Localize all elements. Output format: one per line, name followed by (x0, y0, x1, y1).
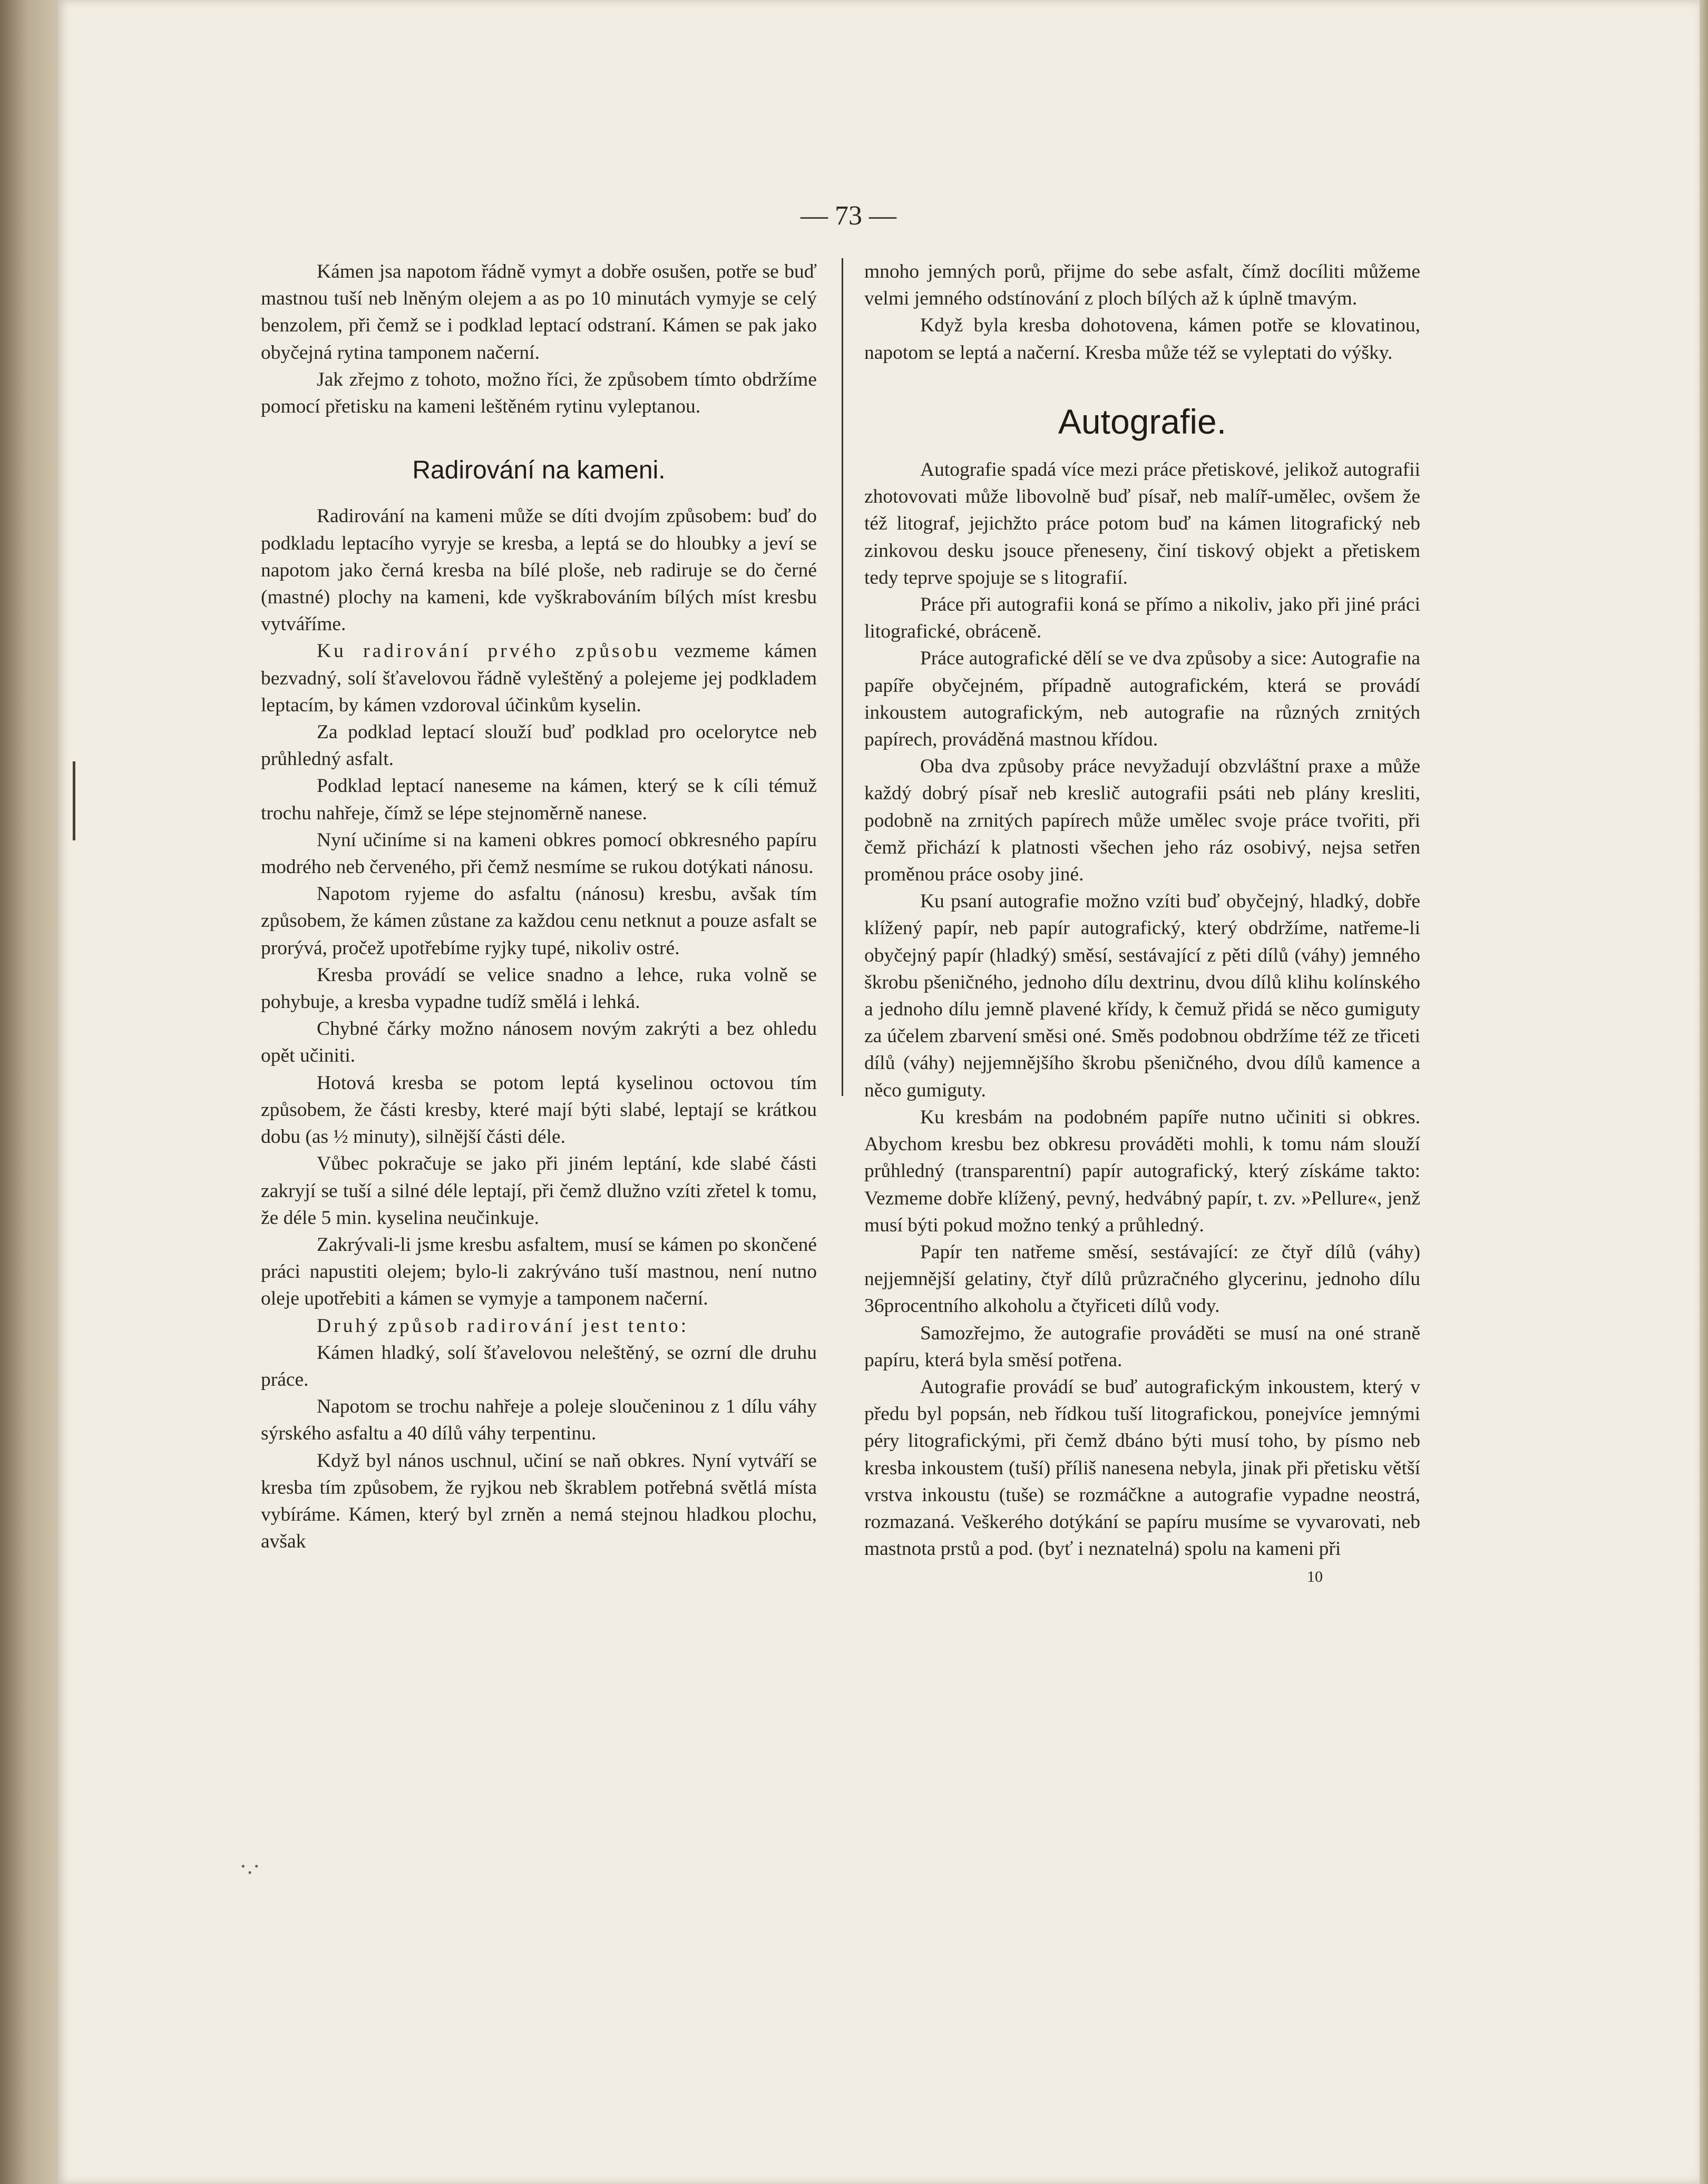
paragraph: Kámen jsa napotom řádně vymyt a dobře osušen, potře se buď mastnou tuší neb lněným olejem a as po 10 minutách vymyje se celý benzolem, při čemž se i podklad leptací odstraní. Kámen se pak jako obyčejná rytina tamponem načerní. (261, 261, 817, 364)
paragraph: Autografie spadá více mezi práce přetiskové, jelikož autografii zhotovovati může libovolně buď písař, neb malíř-umělec, ovšem že též litograf, jejichžto práce potom buď na kámen litografický neb zinkovou desku jsouce přeneseny, činí tiskový objekt a přetiskem tedy teprve spojuje se s litografií. (864, 459, 1420, 589)
signature-mark: 10 (1307, 1568, 1323, 1586)
paragraph: Když byl nános uschnul, učiní se naň obkres. Nyní vytváří se kresba tím způsobem, že ryjkou neb škrablem potřebná světlá místa vybíráme. Kámen, který byl zrněn a nemá stejnou hladkou plochu, avšak (261, 1450, 817, 1553)
paragraph (261, 638, 817, 719)
paragraph: Radirování na kameni může se díti dvojím způsobem: buď do podkladu leptacího vyryje se kresba, a leptá se do hloubky a jeví se napotom jako černá kresba na bílé ploše, neb radiruje se do černé (mastné) plochy na kameni, kde vyškrabováním bílých míst kresbu vytváříme. (261, 505, 817, 635)
paragraph: Napotom ryjeme do asfaltu (nánosu) kresbu, avšak tím způsobem, že kámen zůstane za každou cenu netknut a pouze asfalt se prorývá, pročež upotřebíme ryjky tupé, nikoliv ostré. (261, 883, 817, 959)
paragraph: Ku kresbám na podobném papíře nutno učiniti si obkres. Abychom kresbu bez obkresu prováděti mohli, k tomu nám slouží průhledný (transparentní) papír autografický, který získáme takto: Vezmeme dobře klížený, pevný, hedvábný papír, t. zv. »Pellure«, jenž musí býti pokud možno tenký a průhledný. (864, 1106, 1420, 1236)
spaced-phrase: Ku radirování prvého způsobu (317, 640, 660, 662)
page-number: — 73 — (801, 201, 896, 231)
paragraph: Kámen hladký, solí šťavelovou neleštěný, se ozrní dle druhu práce. (261, 1341, 817, 1390)
ink-specks: ·.· (240, 1855, 260, 1879)
right-column (864, 258, 1420, 1588)
paragraph: mnoho jemných porů, přijme do sebe asfalt, čímž docíliti můžeme velmi jemného odstínování z ploch bílých až k úplně tmavým. (864, 261, 1420, 310)
paragraph: Jak zřejmo z tohoto, možno říci, že způsobem tímto obdržíme pomocí přetisku na kameni leštěném rytinu vyleptanou. (261, 368, 817, 418)
paragraph: Ku psaní autografie možno vzíti buď obyčejný, hladký, dobře klížený papír, neb papír autografický, který obdržíme, natřeme-li obyčejný papír (hladký) směsí, sestávající z pěti dílů (váhy) jemného škrobu pšeničného, jednoho dílu dextrinu, dvou dílů klihu kolínského a jednoho dílu jemně plavené křídy, k čemuž přidá se něco gumiguty za účelem zbarvení směsi oné. Směs podobnou obdržíme též ze třiceti dílů (váhy) nejjemnějšího škrobu pšeničného, dvou dílů kamence a něco gumiguty. (864, 890, 1420, 1101)
paragraph: Podklad leptací naneseme na kámen, který se k cíli témuž trochu nahřeje, čímž se lépe stejnoměrně nanese. (261, 775, 817, 824)
paragraph: Papír ten natřeme směsí, sestávající: ze čtyř dílů (váhy) nejjemnější gelatiny, čtyř dílů průzračného glycerinu, jednoho dílu 36procentního alkoholu a čtyřiceti dílů vody. (864, 1241, 1420, 1317)
paragraph: Za podklad leptací slouží buď podklad pro ocelorytce neb průhledný asfalt. (261, 721, 817, 770)
paragraph: Oba dva způsoby práce nevyžadují obzvláštní praxe a může každý dobrý písař neb kreslič autografii psáti neb plány kresliti, podobně na zrnitých papírech může umělec svoje práce tvořiti, při čemž přichází k platnosti všechen jeho ráz osobivý, nejsa setřen proměnou práce osoby jiné. (864, 756, 1420, 886)
section-heading-radirovani: Radirování na kameni. (412, 456, 666, 485)
paragraph: Chybné čárky možno nánosem novým zakrýti a bez ohledu opět učiniti. (261, 1018, 817, 1067)
paragraph: Autografie provádí se buď autografickým inkoustem, který v předu byl popsán, neb řídkou tuší litografickou, ponejvíce jemnými péry litografickými, při čemž dbáno býti musí toho, by písmo neb kresba inkoustem (tuší) příliš nanesena nebyla, jinak při přetisku větší vrstva inkoustu (tuše) se rozmáčkne a autografie vypadne neostrá, rozmazaná. Veškerého dotýkání se papíru musíme se vyvarovati, neb mastnota prstů a pod. (byť i neznatelná) spolu na kameni při (864, 1376, 1420, 1560)
section-heading-autografie: Autografie. (1058, 401, 1227, 441)
page-edge (1700, 0, 1708, 2184)
paragraph: Práce autografické dělí se ve dva způsoby a sice: Autografie na papíře obyčejném, případně autografickém, která se provádí inkoustem autografickým, neb autografie na různých zrnitých papírech, prováděná mastnou křídou. (864, 648, 1420, 751)
paragraph (261, 1313, 817, 1339)
ink-mark (73, 761, 75, 840)
paragraph: Kresba provádí se velice snadno a lehce, ruka volně se pohybuje, a kresba vypadne tudíž smělá i lehká. (261, 964, 817, 1013)
paragraph: Vůbec pokračuje se jako při jiném leptání, kde slabé části zakryjí se tuší a silné déle leptají, při čemž dlužno vzíti zřetel k tomu, že déle 5 min. kyselina neučinkuje. (261, 1153, 817, 1229)
paragraph: Samozřejmo, že autografie prováděti se musí na oné straně papíru, která byla směsí potřena. (864, 1322, 1420, 1371)
paragraph: Zakrývali-li jsme kresbu asfaltem, musí se kámen po skončené práci napustiti olejem; bylo-li zakrýváno tuší mastnou, není nutno oleje upotřebiti a kámen se vymyje a tamponem načerní. (261, 1233, 817, 1310)
paragraph: Když byla kresba dohotovena, kámen potře se klovatinou, napotom se leptá a načerní. Kresba může též se vyleptati do výšky. (864, 315, 1420, 364)
left-column (261, 258, 817, 1555)
paragraph: Nyní učiníme si na kameni obkres pomocí obkresného papíru modrého neb červeného, při čemž nesmíme se rukou dotýkati nánosu. (261, 829, 817, 878)
paragraph: Hotová kresba se potom leptá kyselinou octovou tím způsobem, že části kresby, které mají býti slabé, leptají se krátkou dobu (as ½ minuty), silnější části déle. (261, 1072, 817, 1148)
paragraph: Práce při autografii koná se přímo a nikoliv, jako při jiné práci litografické, obráceně. (864, 594, 1420, 643)
column-divider (842, 258, 843, 1096)
paragraph-text: vezmeme kámen bezvadný, solí šťavelovou řádně vyleštěný a polejeme jej podkladem leptacím, by kámen vzdoroval účinkům kyselin. (261, 640, 817, 716)
spaced-phrase: Druhý způsob radirování jest tento: (317, 1315, 689, 1337)
paragraph: Napotom se trochu nahřeje a poleje sloučeninou z 1 dílu váhy sýrského asfaltu a 40 dílů váhy terpentinu. (261, 1396, 817, 1445)
